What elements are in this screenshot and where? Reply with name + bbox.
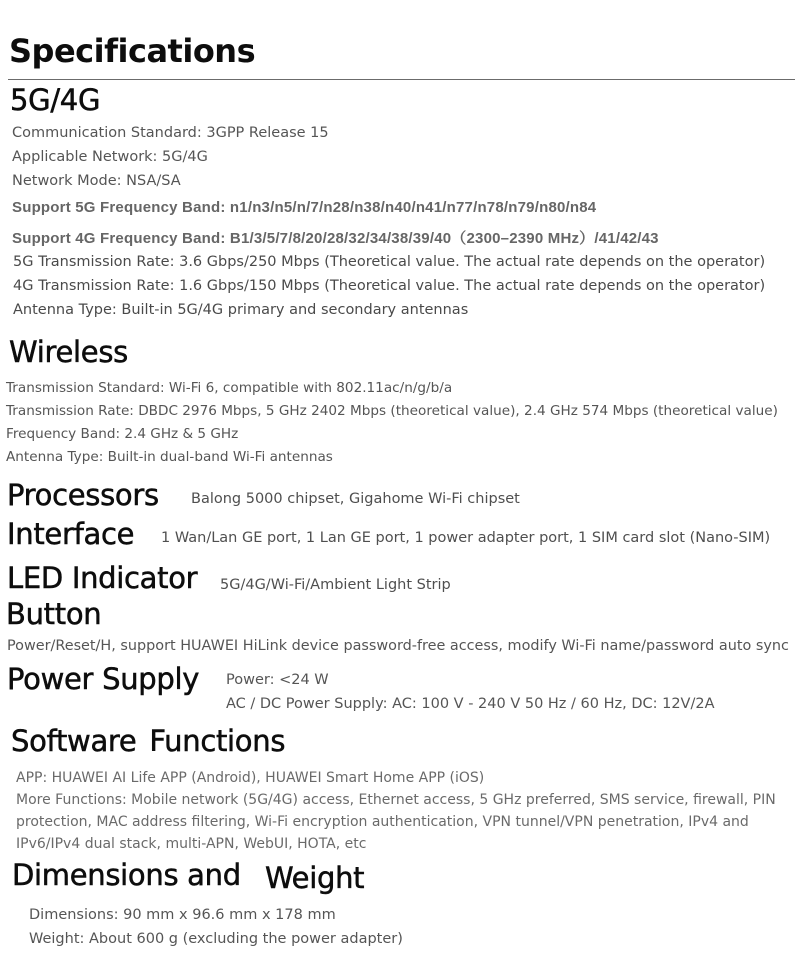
title-divider xyxy=(8,79,795,80)
section-title-software xyxy=(11,724,285,758)
spec-line: Power: <24 W xyxy=(226,672,329,688)
spec-value-led: 5G/4G/Wi-Fi/Ambient Light Strip xyxy=(220,577,451,593)
spec-line: Weight: About 600 g (excluding the power adapter) xyxy=(29,931,403,947)
spec-value-button: Power/Reset/H, support HUAWEI HiLink device password-free access, modify Wi-Fi name/password auto sync xyxy=(7,638,789,654)
spec-line: Transmission Rate: DBDC 2976 Mbps, 5 GHz 2402 Mbps (theoretical value), 2.4 GHz 574 Mbps (theoretical value) xyxy=(6,403,778,419)
spec-line: Applicable Network: 5G/4G xyxy=(12,149,208,165)
spec-line-more-functions: More Functions: Mobile network (5G/4G) access, Ethernet access, 5 GHz preferred, SMS service, firewall, PIN protection, MAC address filtering, Wi-Fi encryption authentication, VPN tunnel/VPN penetration, IPv4 and IPv6/IPv4 dual stack, multi-APN, WebUI, HOTA, etc xyxy=(16,792,776,852)
section-title-dimensions-part2: Weight xyxy=(265,861,365,895)
spec-line: Frequency Band: 2.4 GHz & 5 GHz xyxy=(6,426,239,442)
page-title: Specifications xyxy=(9,32,256,70)
spec-line-4g-bands: Support 4G Frequency Band: B1/3/5/7/8/20/28/32/34/38/39/40（2300–2390 MHz）/41/42/43 xyxy=(12,230,659,247)
spec-line: Transmission Standard: Wi-Fi 6, compatible with 802.11ac/n/g/b/a xyxy=(6,380,453,396)
spec-line: Communication Standard: 3GPP Release 15 xyxy=(12,125,329,141)
section-title-wireless: Wireless xyxy=(9,335,128,369)
spec-line: Dimensions: 90 mm x 96.6 mm x 178 mm xyxy=(29,907,336,923)
section-title-power-supply: Power Supply xyxy=(7,662,200,696)
spec-line: Antenna Type: Built-in dual-band Wi-Fi antennas xyxy=(6,449,333,465)
section-title-interface: Interface xyxy=(7,517,135,551)
section-title-software-part2: Functions xyxy=(149,724,286,758)
spec-line: 4G Transmission Rate: 1.6 Gbps/150 Mbps (Theoretical value. The actual rate depends on the operator) xyxy=(13,278,766,294)
section-title-software-part1: Software xyxy=(11,724,137,758)
spec-value-interface: 1 Wan/Lan GE port, 1 Lan GE port, 1 power adapter port, 1 SIM card slot (Nano-SIM) xyxy=(161,530,771,546)
section-title-dimensions-part1: Dimensions and xyxy=(12,858,241,892)
section-title-led-indicator: LED Indicator xyxy=(7,561,198,595)
spec-line: Network Mode: NSA/SA xyxy=(12,173,181,189)
spec-line: Antenna Type: Built-in 5G/4G primary and secondary antennas xyxy=(13,302,469,318)
spec-line: 5G Transmission Rate: 3.6 Gbps/250 Mbps (Theoretical value. The actual rate depends on the operator) xyxy=(13,254,766,270)
section-title-processors: Processors xyxy=(7,478,159,512)
section-title-button: Button xyxy=(6,597,102,631)
section-title-5g4g: 5G/4G xyxy=(10,83,101,117)
spec-line-5g-bands: Support 5G Frequency Band: n1/n3/n5/n/7/n28/n38/n40/n41/n77/n78/n79/n80/n84 xyxy=(12,199,597,216)
spec-line: AC / DC Power Supply: AC: 100 V - 240 V 50 Hz / 60 Hz, DC: 12V/2A xyxy=(226,696,715,712)
spec-value-processors: Balong 5000 chipset, Gigahome Wi-Fi chipset xyxy=(191,491,520,507)
spec-line-app: APP: HUAWEI AI Life APP (Android), HUAWEI Smart Home APP (iOS) xyxy=(16,770,485,786)
